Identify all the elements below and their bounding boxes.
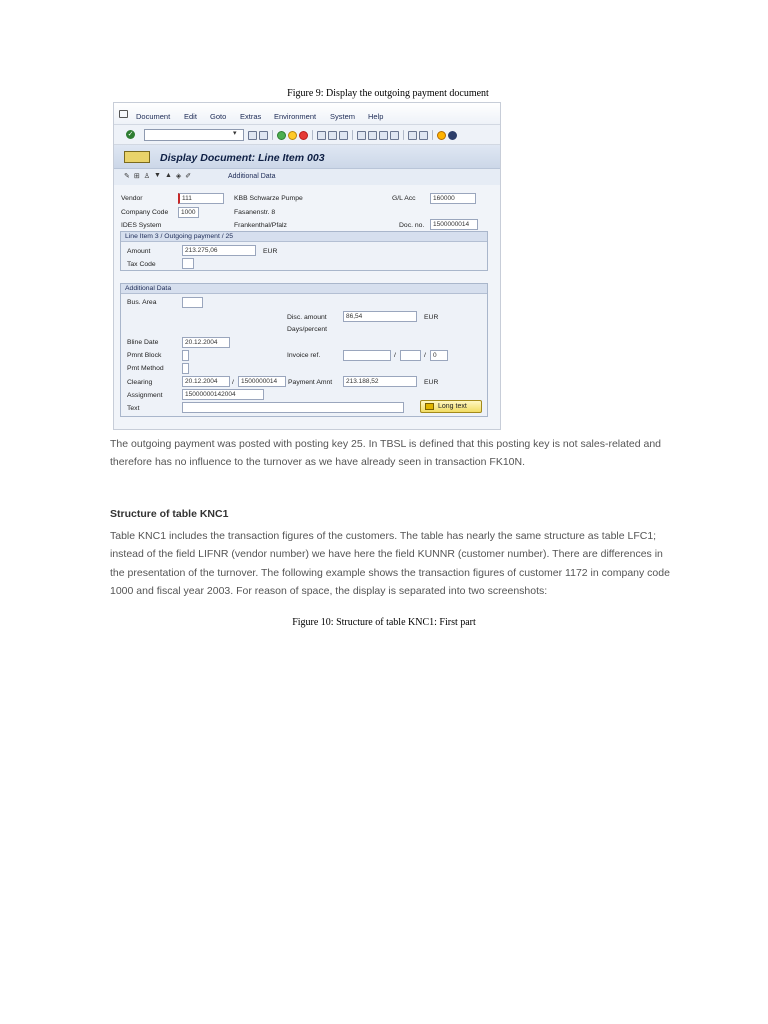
up-triangle-icon[interactable]: ▲ xyxy=(164,172,172,179)
long-text-icon xyxy=(425,403,434,410)
pmnt-block-field[interactable] xyxy=(182,350,189,361)
tax-code-label: Tax Code xyxy=(127,261,156,268)
company-code-field[interactable]: 1000 xyxy=(178,207,199,218)
menu-system[interactable]: System xyxy=(330,112,356,121)
gl-acc-field[interactable]: 160000 xyxy=(430,193,476,204)
menu-extras[interactable]: Extras xyxy=(240,112,262,121)
additional-data-group xyxy=(120,283,488,417)
amount-field[interactable]: 213.275,06 xyxy=(182,245,256,256)
company-name: IDES System xyxy=(121,222,162,229)
toolbar-separator xyxy=(432,130,433,140)
clearing-doc-field[interactable]: 1500000014 xyxy=(238,376,286,387)
days-percent-label: Days/percent xyxy=(287,326,328,333)
down-triangle-icon[interactable]: ▼ xyxy=(154,172,161,179)
sap-screenshot xyxy=(113,102,501,430)
toolbar-separator xyxy=(272,130,273,140)
edit-glasses-icon[interactable]: ✎ xyxy=(124,173,130,180)
layout-icon[interactable] xyxy=(448,131,457,140)
cancel-icon[interactable] xyxy=(299,131,308,140)
assignment-field[interactable]: 15000000142004 xyxy=(182,389,264,400)
tax-code-field[interactable] xyxy=(182,258,194,269)
toolbar-separator xyxy=(312,130,313,140)
invoice-ref-slash-2: / xyxy=(424,352,426,359)
section-heading: Structure of table KNC1 xyxy=(110,508,229,520)
new-session-icon[interactable] xyxy=(408,131,417,140)
command-field[interactable] xyxy=(144,129,244,141)
first-page-icon[interactable] xyxy=(357,131,366,140)
title-bar xyxy=(114,145,500,169)
figure-10-caption: Figure 10: Structure of table KNC1: First part xyxy=(292,617,476,628)
toolbar-separator xyxy=(403,130,404,140)
vendor-field[interactable]: 111 xyxy=(178,193,224,204)
invoice-ref-label: Invoice ref. xyxy=(287,352,321,359)
paragraph-posting-key: The outgoing payment was posted with posting key 25. In TBSL is defined that this posting key is not sales-related and therefore has no influence to the turnover as we have already seen in transaction FK10N. xyxy=(110,438,661,469)
figure-9-caption: Figure 9: Display the outgoing payment document xyxy=(287,88,489,99)
system-toolbar-icons xyxy=(248,130,457,140)
line-item-title: Line Item 3 / Outgoing payment / 25 xyxy=(121,232,487,242)
menu-edit[interactable]: Edit xyxy=(184,112,197,121)
amount-label: Amount xyxy=(127,248,151,255)
enter-check-icon[interactable]: ✓ xyxy=(127,131,134,138)
find-next-icon[interactable] xyxy=(339,131,348,140)
previous-page-icon[interactable] xyxy=(368,131,377,140)
menu-environment[interactable]: Environment xyxy=(274,112,317,121)
payment-amnt-label: Payment Amnt xyxy=(288,379,333,386)
chevron-down-icon[interactable]: ▾ xyxy=(233,130,237,137)
exit-icon[interactable] xyxy=(288,131,297,140)
menu-help[interactable]: Help xyxy=(368,112,384,121)
pmnt-block-label: Pmnt Block xyxy=(127,352,162,359)
menu-document[interactable]: Document xyxy=(136,112,171,121)
help-icon[interactable] xyxy=(437,131,446,140)
user-icon[interactable]: ♙ xyxy=(143,173,151,180)
doc-no-label: Doc. no. xyxy=(399,222,425,229)
line-item-group xyxy=(120,231,488,271)
invoice-ref-field-2[interactable] xyxy=(400,350,421,361)
document-icon xyxy=(124,151,150,163)
city: Frankenthal/Pfalz xyxy=(234,222,287,229)
paragraph-knc1: Table KNC1 includes the transaction figures of the customers. The table has nearly the same structure as table LFC1; instead of the field LIFNR (vendor number) we have here the field KUNNR (customer number). There are differences in the presentation of the turnover. The following example shows the transaction figures of customer 1172 in company code 1000 and fiscal year 2003. For reason of space, the display is separated into two screenshots: xyxy=(110,530,670,597)
clearing-slash: / xyxy=(232,379,234,386)
additional-data-button[interactable]: Additional Data xyxy=(228,173,276,180)
vendor-label: Vendor xyxy=(121,195,143,202)
disc-amount-field[interactable]: 86,54 xyxy=(343,311,417,322)
invoice-ref-field-1[interactable] xyxy=(343,350,391,361)
page-title: Display Document: Line Item 003 xyxy=(160,152,325,164)
clearing-label: Clearing xyxy=(127,379,153,386)
long-text-button[interactable] xyxy=(420,400,482,413)
bus-area-field[interactable] xyxy=(182,297,203,308)
pmt-method-field[interactable] xyxy=(182,363,189,374)
back-arrow-icon[interactable] xyxy=(248,131,257,140)
additional-data-title: Additional Data xyxy=(121,284,487,294)
last-page-icon[interactable] xyxy=(390,131,399,140)
bline-date-field[interactable]: 20.12.2004 xyxy=(182,337,230,348)
menu-goto[interactable]: Goto xyxy=(210,112,227,121)
toolbar-separator xyxy=(352,130,353,140)
next-page-icon[interactable] xyxy=(379,131,388,140)
hierarchy-icon[interactable]: ⊞ xyxy=(133,173,140,180)
invoice-ref-slash-1: / xyxy=(394,352,396,359)
find-icon[interactable] xyxy=(328,131,337,140)
vendor-name: KBB Schwarze Pumpe xyxy=(234,195,303,202)
menu-icon[interactable] xyxy=(119,110,128,118)
long-text-label: Long text xyxy=(438,403,467,410)
menu-bar xyxy=(114,103,500,125)
application-toolbar xyxy=(114,169,500,185)
pmt-method-label: Pmt Method xyxy=(127,365,164,372)
doc-no-field[interactable]: 1500000014 xyxy=(430,219,478,230)
payment-currency: EUR xyxy=(424,379,439,386)
invoice-ref-field-3[interactable]: 0 xyxy=(430,350,448,361)
street: Fasanenstr. 8 xyxy=(234,209,276,216)
company-code-label: Company Code xyxy=(121,209,169,216)
back-icon[interactable] xyxy=(277,131,286,140)
amount-currency: EUR xyxy=(263,248,278,255)
clearing-date-field[interactable]: 20.12.2004 xyxy=(182,376,230,387)
bus-area-label: Bus. Area xyxy=(127,299,157,306)
disc-amount-label: Disc. amount xyxy=(287,314,327,321)
additional-data-icon[interactable]: ✐ xyxy=(185,173,192,180)
text-label: Text xyxy=(127,405,140,412)
disc-currency: EUR xyxy=(424,314,439,321)
system-toolbar xyxy=(114,125,500,145)
shortcut-icon[interactable] xyxy=(419,131,428,140)
overview-icon[interactable]: ◈ xyxy=(175,173,182,180)
assignment-label: Assignment xyxy=(127,392,163,399)
payment-amnt-field[interactable]: 213.188,52 xyxy=(343,376,417,387)
print-icon[interactable] xyxy=(317,131,326,140)
gl-acc-label: G/L Acc xyxy=(392,195,416,202)
text-field[interactable] xyxy=(182,402,404,413)
bline-date-label: Bline Date xyxy=(127,339,159,346)
save-icon[interactable] xyxy=(259,131,268,140)
